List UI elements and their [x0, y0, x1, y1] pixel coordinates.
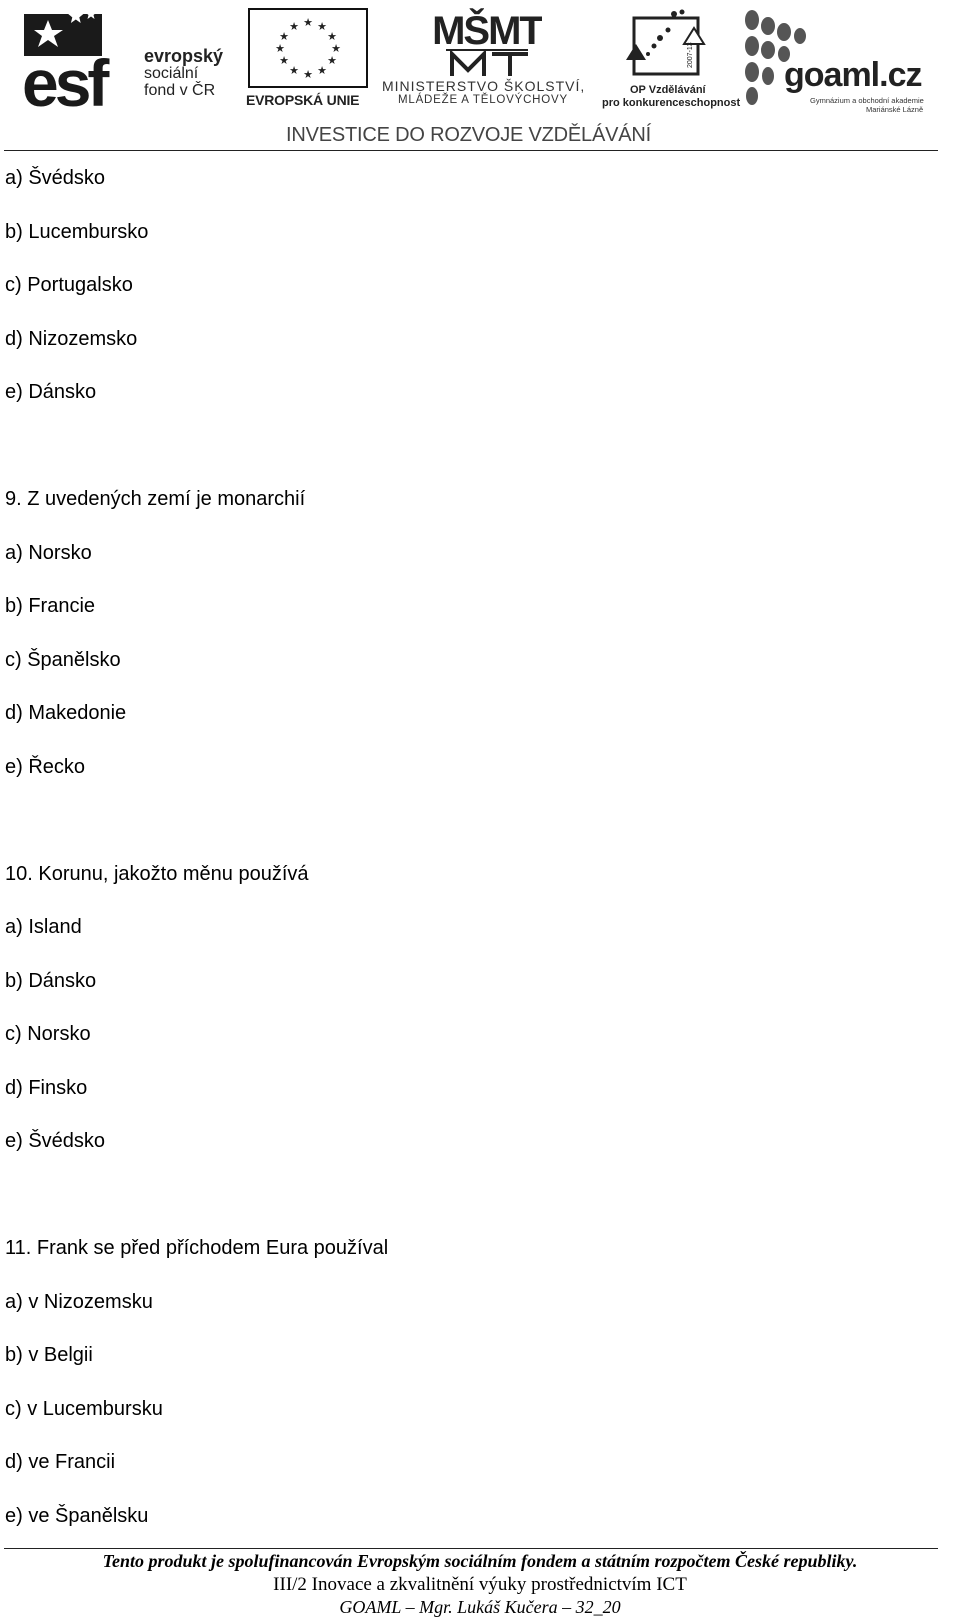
footer-author-line: GOAML – Mgr. Lukáš Kučera – 32_20 — [339, 1597, 621, 1617]
svg-text:★: ★ — [279, 30, 289, 43]
spacer — [5, 1169, 905, 1223]
msmt-logo-mark — [432, 6, 542, 80]
q8-option-d: d) Nizozemsko — [5, 327, 138, 350]
esf-abbr-text: esf — [22, 46, 106, 108]
esf-logo — [22, 6, 244, 114]
esf-logo-mark — [22, 8, 140, 108]
header-divider — [4, 150, 938, 151]
svg-text:★: ★ — [327, 30, 337, 43]
footer-project-line: III/2 Inovace a zkvalitnění výuky prostřednictvím ICT — [273, 1574, 687, 1595]
q9-option-a: a) Norsko — [5, 541, 92, 564]
q8-option-b: b) Lucembursko — [5, 220, 149, 243]
svg-text:★: ★ — [331, 42, 341, 55]
svg-text:★: ★ — [303, 16, 313, 29]
question-list — [5, 152, 905, 1543]
footer-divider — [4, 1548, 938, 1549]
q11-question: 11. Frank se před příchodem Eura používal — [5, 1237, 389, 1259]
esf-line1: evropský — [144, 46, 224, 66]
op-line2: pro konkurenceschopnost — [602, 97, 741, 109]
svg-text:★: ★ — [289, 20, 299, 33]
header-tagline: INVESTICE DO ROZVOJE VZDĚLÁVÁNÍ — [286, 124, 651, 146]
q11-option-d: d) ve Francii — [5, 1451, 116, 1473]
msmt-line2: MLÁDEŽE A TĚLOVÝCHOVY — [398, 94, 568, 106]
q11-option-c: c) v Lucembursku — [5, 1397, 163, 1420]
goaml-logo — [740, 6, 930, 114]
q11-option-a: a) v Nizozemsku — [5, 1290, 153, 1313]
q9-question: 9. Z uvedených zemí je monarchií — [5, 488, 306, 510]
q10-option-c: c) Norsko — [5, 1023, 91, 1045]
q11-option-e: e) ve Španělsku — [5, 1504, 149, 1527]
svg-text:★: ★ — [327, 54, 337, 67]
svg-text:★: ★ — [317, 20, 327, 33]
goaml-sub1: Gymnázium a obchodní akademie — [810, 96, 924, 105]
spacer — [5, 794, 905, 848]
footer-funding-note: Tento produkt je spolufinancován Evropským sociálním fondem a státním rozpočtem České republiky. — [102, 1551, 858, 1571]
spacer — [5, 420, 905, 474]
page-footer — [0, 1550, 960, 1619]
esf-line2: sociální — [144, 65, 199, 82]
q9-option-e: e) Řecko — [5, 755, 86, 778]
q10-option-a: a) Island — [5, 916, 82, 938]
op-logo — [600, 6, 741, 114]
q9-option-c: c) Španělsko — [5, 648, 121, 671]
svg-text:★: ★ — [275, 42, 285, 55]
goaml-wordmark: goaml.cz — [784, 56, 922, 94]
msmt-line1: MINISTERSTVO ŠKOLSTVÍ, — [382, 78, 586, 94]
svg-text:★: ★ — [289, 64, 299, 77]
eu-logo — [246, 6, 370, 114]
esf-line3: fond v ČR — [144, 82, 216, 99]
q10-question: 10. Korunu, jakožto měnu používá — [5, 862, 309, 885]
svg-text:★: ★ — [317, 64, 327, 77]
q11-option-b: b) v Belgii — [5, 1344, 93, 1366]
msmt-logo — [382, 6, 600, 114]
q9-option-d: d) Makedonie — [5, 702, 127, 724]
q10-option-d: d) Finsko — [5, 1076, 88, 1099]
header-logos — [18, 6, 940, 114]
eu-stars-icon — [250, 10, 366, 86]
op-logo-mark — [624, 8, 708, 80]
eu-caption: EVROPSKÁ UNIE — [246, 92, 360, 108]
op-years-text: 2007-13 — [687, 42, 694, 68]
goaml-sub2: Mariánské Lázně — [866, 105, 924, 114]
q9-option-b: b) Francie — [5, 595, 96, 617]
q8-option-a: a) Švédsko — [5, 167, 106, 189]
q10-option-b: b) Dánsko — [5, 969, 97, 992]
q8-option-c: c) Portugalsko — [5, 274, 133, 296]
eu-flag — [248, 8, 368, 88]
q8-option-e: e) Dánsko — [5, 381, 97, 403]
msmt-abbr-text: MŠMT — [432, 9, 542, 53]
svg-text:★: ★ — [303, 68, 313, 81]
q10-option-e: e) Švédsko — [5, 1130, 106, 1152]
op-line1: OP Vzdělávání — [630, 84, 706, 96]
svg-text:★: ★ — [279, 54, 289, 67]
